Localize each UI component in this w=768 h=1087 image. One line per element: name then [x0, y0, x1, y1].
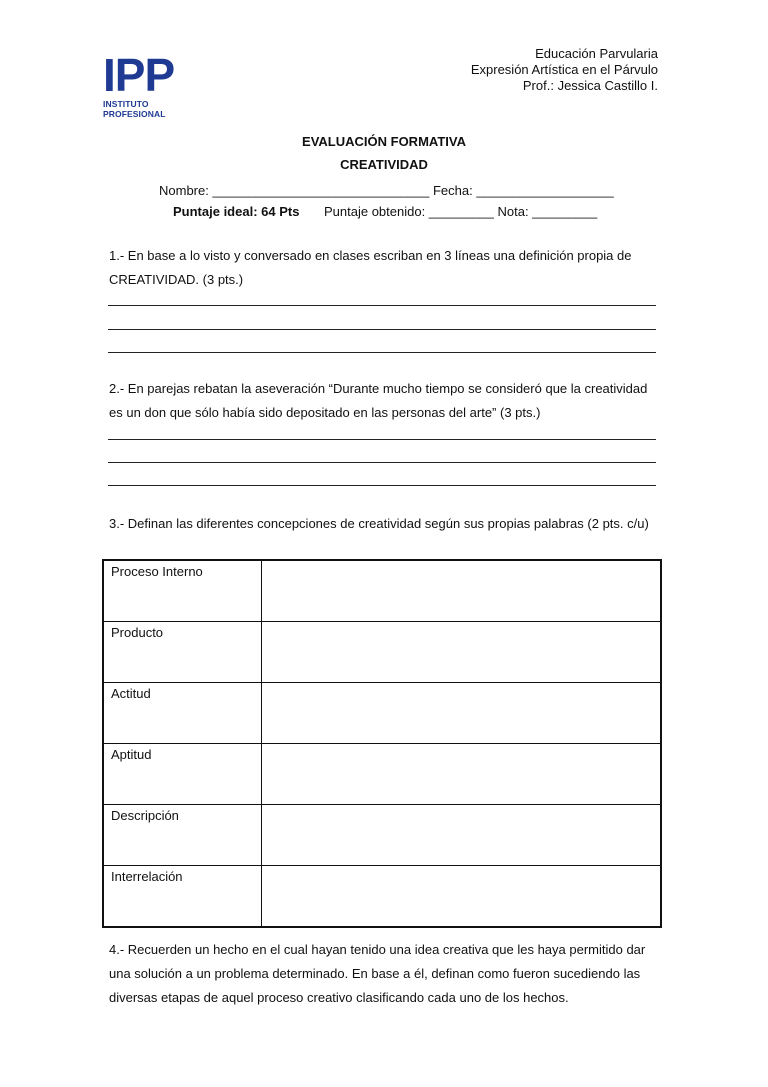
- answer-line[interactable]: [108, 462, 656, 463]
- question-2-line-1: 2.- En parejas rebatan la aseveración “Durante mucho tiempo se consideró que la creatividad: [109, 381, 648, 396]
- ipp-logo: [103, 49, 203, 119]
- concept-label: Producto: [103, 622, 262, 683]
- answer-line[interactable]: [108, 485, 656, 486]
- logo-subtitle: INSTITUTO PROFESIONAL: [103, 99, 166, 119]
- logo-letters: IPP: [103, 49, 175, 101]
- question-1-line-1: 1.- En base a lo visto y conversado en clases escriban en 3 líneas una definición propia de: [109, 248, 632, 263]
- score-grade-line: Puntaje obtenido: _________ Nota: _________: [324, 204, 598, 219]
- concepts-table: [102, 559, 662, 928]
- answer-line[interactable]: [108, 439, 656, 440]
- concept-definition-cell[interactable]: [262, 744, 662, 805]
- concept-definition-cell[interactable]: [262, 683, 662, 744]
- question-1-line-2: CREATIVIDAD. (3 pts.): [109, 272, 244, 287]
- table-row: [103, 560, 661, 622]
- concept-label: Descripción: [103, 805, 262, 866]
- concept-label: Aptitud: [103, 744, 262, 805]
- header-program: Educación Parvularia: [535, 46, 658, 61]
- question-4-line-1: 4.- Recuerden un hecho en el cual hayan tenido una idea creativa que les haya permitido dar: [109, 942, 646, 957]
- concept-label: Proceso Interno: [103, 560, 262, 622]
- table-row: [103, 805, 661, 866]
- concept-definition-cell[interactable]: [262, 866, 662, 928]
- table-row: [103, 866, 661, 928]
- concept-definition-cell[interactable]: [262, 805, 662, 866]
- page-title: EVALUACIÓN FORMATIVA: [302, 134, 466, 149]
- question-4-line-3: diversas etapas de aquel proceso creativo clasificando cada uno de los hechos.: [109, 990, 569, 1005]
- answer-line[interactable]: [108, 352, 656, 353]
- table-row: [103, 744, 661, 805]
- question-4-line-2: una solución a un problema determinado. En base a él, definan como fueron sucediendo las: [109, 966, 641, 981]
- question-2-line-2: es un don que sólo había sido depositado en las personas del arte” (3 pts.): [109, 405, 541, 420]
- table-row: [103, 683, 661, 744]
- question-2: [109, 377, 669, 425]
- answer-line[interactable]: [108, 329, 656, 330]
- table-row: [103, 622, 661, 683]
- header-course: Expresión Artística en el Párvulo: [470, 62, 658, 77]
- concept-label: Interrelación: [103, 866, 262, 928]
- concept-definition-cell[interactable]: [262, 622, 662, 683]
- question-4: [109, 938, 669, 1010]
- concept-definition-cell[interactable]: [262, 560, 662, 622]
- ideal-score: Puntaje ideal: 64 Pts: [173, 204, 300, 219]
- course-header: [471, 46, 658, 94]
- page-subtitle: CREATIVIDAD: [340, 157, 428, 172]
- header-professor: Prof.: Jessica Castillo I.: [522, 78, 658, 93]
- question-1: [109, 244, 669, 292]
- name-date-line: Nombre: ______________________________ Fecha: ___________________: [159, 183, 614, 198]
- answer-line[interactable]: [108, 305, 656, 306]
- concept-label: Actitud: [103, 683, 262, 744]
- question-3: 3.- Definan las diferentes concepciones de creatividad según sus propias palabras (2 pts. c/u): [109, 516, 649, 531]
